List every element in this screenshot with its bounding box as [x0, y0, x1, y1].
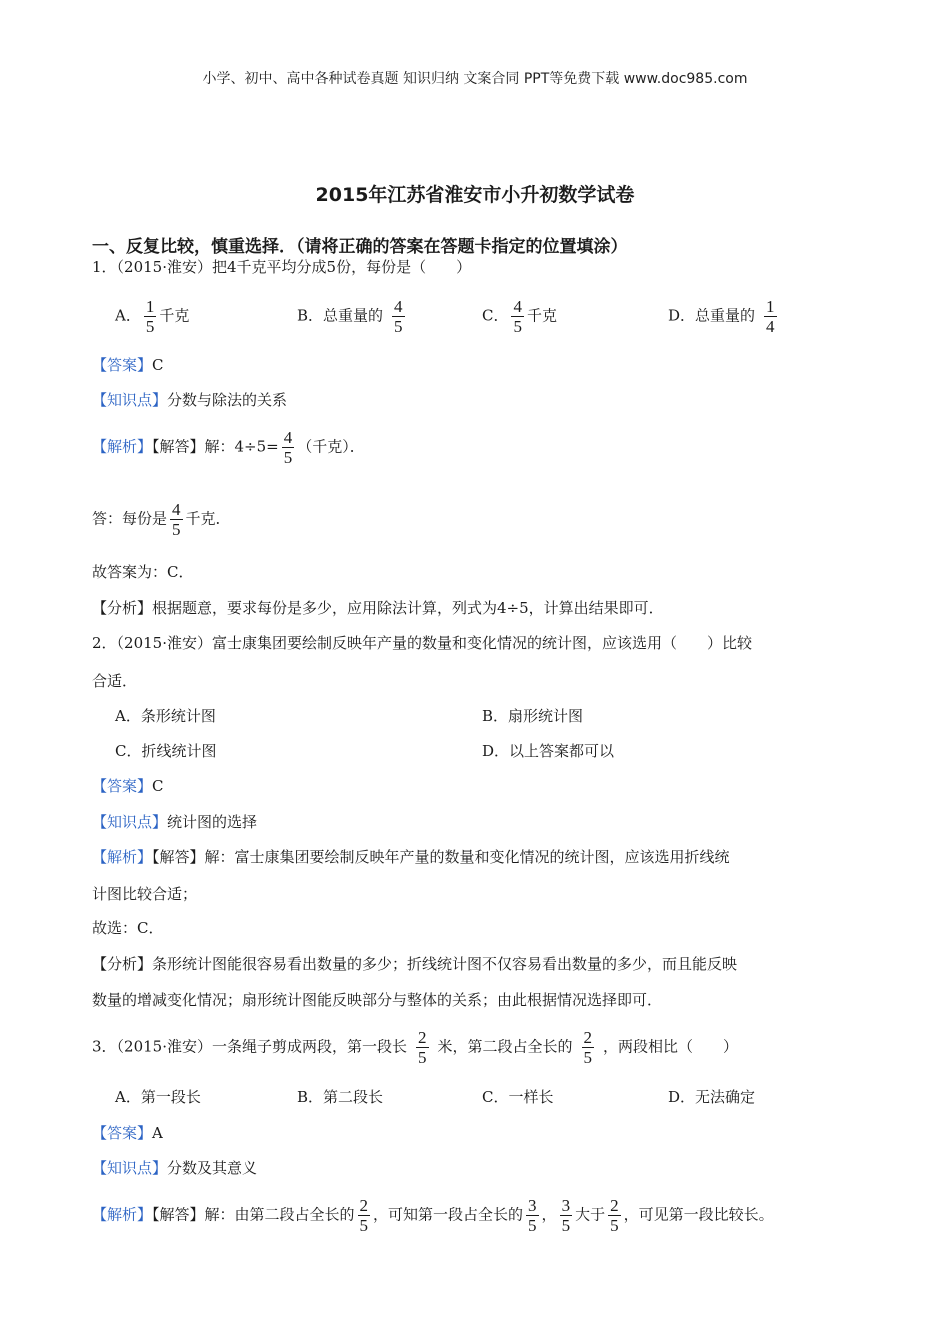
fraction: $\frac{2}{5}$ — [583, 1028, 593, 1067]
fraction: $\frac{1}{5}$ — [145, 297, 155, 336]
q2-option-d: D．以上答案都可以 — [482, 742, 615, 760]
q2-option-b: B．扇形统计图 — [482, 707, 584, 725]
fraction: $\frac{1}{4}$ — [766, 297, 775, 336]
q2-stem-line2: 合适． — [92, 672, 138, 690]
q1-option-a: A． $\frac{1}{5}$ 千克 — [115, 297, 190, 336]
fraction: $\frac{4}{5}$ — [513, 297, 522, 336]
q1-knowledge: 【知识点】分数与除法的关系 — [92, 391, 288, 409]
q1-option-d: D．总重量的 $\frac{1}{4}$ — [668, 297, 775, 336]
q1-comment: 【分析】根据题意，要求每份是多少，应用除法计算，列式为4÷5，计算出结果即可． — [92, 599, 664, 617]
document-title: 2015年江苏省淮安市小升初数学试卷 — [315, 184, 635, 206]
fraction: $\frac{2}{5}$ — [610, 1196, 619, 1235]
q1-option-b: B．总重量的 $\frac{4}{5}$ — [297, 297, 403, 336]
q3-answer: 【答案】A — [92, 1124, 163, 1142]
q3-option-d: D．无法确定 — [668, 1088, 756, 1106]
q3-knowledge: 【知识点】分数及其意义 — [92, 1159, 258, 1177]
q2-option-a: A．条形统计图 — [115, 707, 216, 725]
q1-conclusion: 故答案为：C． — [92, 563, 194, 581]
q1-analysis: 【解析】【解答】解：4÷5= $\frac{4}{5}$ （千克）． — [92, 428, 365, 467]
fraction: $\frac{2}{5}$ — [359, 1196, 369, 1235]
fraction: $\frac{4}{5}$ — [394, 297, 403, 336]
q2-knowledge: 【知识点】统计图的选择 — [92, 813, 258, 831]
q3-option-c: C．一样长 — [482, 1088, 554, 1106]
fraction: $\frac{4}{5}$ — [283, 428, 293, 467]
q1-answer: 【答案】C — [92, 356, 164, 374]
fraction: $\frac{2}{5}$ — [418, 1028, 427, 1067]
fraction: $\frac{3}{5}$ — [528, 1196, 537, 1235]
q3-analysis: 【解析】【解答】解：由第二段占全长的 $\frac{2}{5}$ ，可知第一段占全长的 $\frac{3}{5}$ ， $\frac{3}{5}$ 大于 $\frac{2}{5}$ ，可见第一段比较长。 — [92, 1196, 774, 1235]
q2-comment-line2: 数量的增减变化情况；扇形统计图能反映部分与整体的关系；由此根据情况选择即可． — [92, 991, 663, 1009]
q2-analysis-line1: 【解析】【解答】解：富士康集团要绘制反映年产量的数量和变化情况的统计图，应该选用折线统 — [92, 848, 730, 866]
q2-comment-line1: 【分析】条形统计图能很容易看出数量的多少；折线统计图不仅容易看出数量的多少，而且能反映 — [92, 955, 738, 973]
q2-analysis-line2: 计图比较合适； — [92, 885, 198, 903]
q1-reply: 答：每份是 $\frac{4}{5}$ 千克． — [92, 500, 231, 539]
q1-option-c: C． $\frac{4}{5}$ 千克 — [482, 297, 557, 336]
fraction: $\frac{3}{5}$ — [561, 1196, 571, 1235]
q2-option-c: C．折线统计图 — [115, 742, 217, 760]
q3-option-b: B．第二段长 — [297, 1088, 384, 1106]
q2-stem-line1: 2．（2015·淮安）富士康集团要绘制反映年产量的数量和变化情况的统计图，应该选用（ ）比较 — [92, 634, 752, 652]
q1-stem: 1．（2015·淮安）把4千克平均分成5份，每份是（ ） — [92, 258, 472, 276]
section-heading: 一、反复比较，慎重选择．（请将正确的答案在答题卡指定的位置填涂） — [92, 237, 628, 257]
q3-stem: 3．（2015·淮安）一条绳子剪成两段，第一段长 $\frac{2}{5}$ 米，第二段占全长的 $\frac{2}{5}$ ，两段相比（ ） — [92, 1028, 739, 1067]
page-header: 小学、初中、高中各种试卷真题 知识归纳 文案合同 PPT等免费下载 www.doc985.com — [202, 71, 748, 87]
q2-conclusion: 故选：C． — [92, 919, 164, 937]
q3-option-a: A．第一段长 — [115, 1088, 201, 1106]
fraction: $\frac{4}{5}$ — [172, 500, 181, 539]
q2-answer: 【答案】C — [92, 777, 164, 795]
